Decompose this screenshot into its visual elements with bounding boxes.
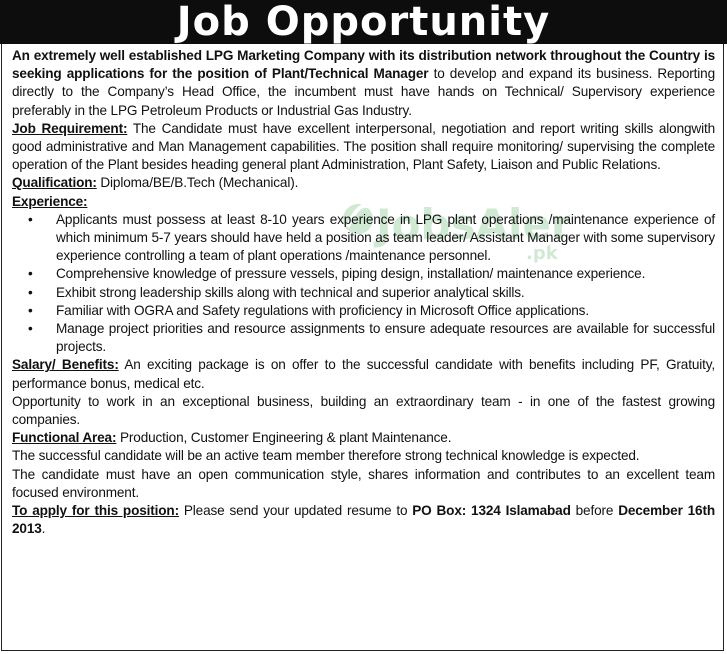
experience-heading-line	[12, 193, 715, 211]
po-box: PO Box: 1324 Islamabad	[412, 503, 571, 519]
salary-heading: Salary/ Benefits:	[12, 357, 119, 373]
bullet-icon: •	[28, 321, 33, 337]
apply-before: before	[570, 503, 619, 519]
watermark-suffix: .pk	[526, 243, 558, 264]
closing-paragraph: The candidate must have an open communication style, shares information and contributes to an excellent team focused environment.	[12, 466, 715, 500]
qualification-text: Diploma/BE/B.Tech (Mechanical).	[96, 175, 299, 191]
experience-item-text: Exhibit strong leadership skills along with technical and superior analytical skills.	[56, 284, 525, 300]
functional-area-text: Production, Customer Engineering & plant Maintenance.	[116, 430, 452, 446]
apply-heading: To apply for this position:	[12, 503, 179, 519]
experience-item-text: Applicants must possess at least 8-10 years experience in LPG plant operations /maintenance experience of which minimum 5-7 years should have held a position as team leader/ Assistant Manager with some supervisory experience controlling a team of plant operations /maintenance personnel.	[56, 211, 715, 264]
experience-item-text: Manage project priorities and resource assignments to ensure adequate resources are available for successful projects.	[56, 321, 715, 355]
experience-heading: Experience:	[12, 193, 88, 209]
experience-item-text: Comprehensive knowledge of pressure vessels, piping design, installation/ maintenance experience.	[56, 266, 646, 282]
list-item	[12, 211, 715, 266]
list-item	[12, 284, 715, 302]
job-requirement-heading: Job Requirement:	[12, 120, 128, 136]
list-item	[12, 302, 715, 320]
intro-paragraph	[12, 47, 715, 120]
qualification-heading: Qualification:	[12, 175, 97, 191]
bullet-icon: •	[28, 266, 33, 282]
page-title: Job Opportunity	[176, 0, 551, 45]
opportunity-paragraph: Opportunity to work in an exceptional business, building an extraordinary team - in one of the fastest growing companies.	[12, 393, 715, 428]
bullet-icon: •	[28, 284, 33, 300]
intro-text: to develop and expand its business. Reporting directly to the Company’s Head Office, the incumbent must have hands on Technical/ Supervisory experience preferably in the LPG Petroleum Products or Industrial Gas Industry.	[12, 66, 715, 118]
list-item	[12, 320, 715, 356]
closing-paragraph: The successful candidate will be an active team member therefore strong technical knowledge is expected.	[12, 448, 640, 464]
intro-bold-text: An extremely well established LPG Marketing Company with its distribution network throughout the Country is seeking applications for the position of Plant/Technical Manager	[12, 48, 715, 82]
page-header	[0, 0, 727, 44]
bullet-icon: •	[28, 211, 33, 227]
watermark-text: JobsAler	[376, 200, 570, 249]
functional-area-section	[12, 429, 715, 447]
ad-body	[12, 47, 715, 538]
qualification-section	[12, 174, 715, 192]
functional-area-heading: Functional Area:	[12, 430, 117, 446]
apply-section	[12, 502, 715, 538]
experience-list	[12, 211, 715, 357]
apply-text: Please send your updated resume to	[178, 503, 413, 519]
job-requirement-text: The Candidate must have excellent interpersonal, negotiation and report writing skills alongwith good administrative and Man Management capabilities. The position shall require monitoring/ supervising the complete operation of the Plant besides heading general plant Administration, Plant Safety, Liaison and Public Relations.	[12, 120, 715, 173]
experience-item-text: Familiar with OGRA and Safety regulations with proficiency in Microsoft Office applications.	[56, 302, 589, 318]
deadline: December 16th 2013	[12, 503, 715, 537]
apply-end: .	[41, 521, 46, 537]
salary-section	[12, 356, 715, 392]
salary-text: An exciting package is on offer to the successful candidate with benefits including PF, Gratuity, performance bonus, medical etc.	[12, 357, 715, 391]
bullet-icon: •	[28, 302, 33, 318]
list-item	[12, 265, 715, 283]
job-requirement-section	[12, 120, 715, 175]
